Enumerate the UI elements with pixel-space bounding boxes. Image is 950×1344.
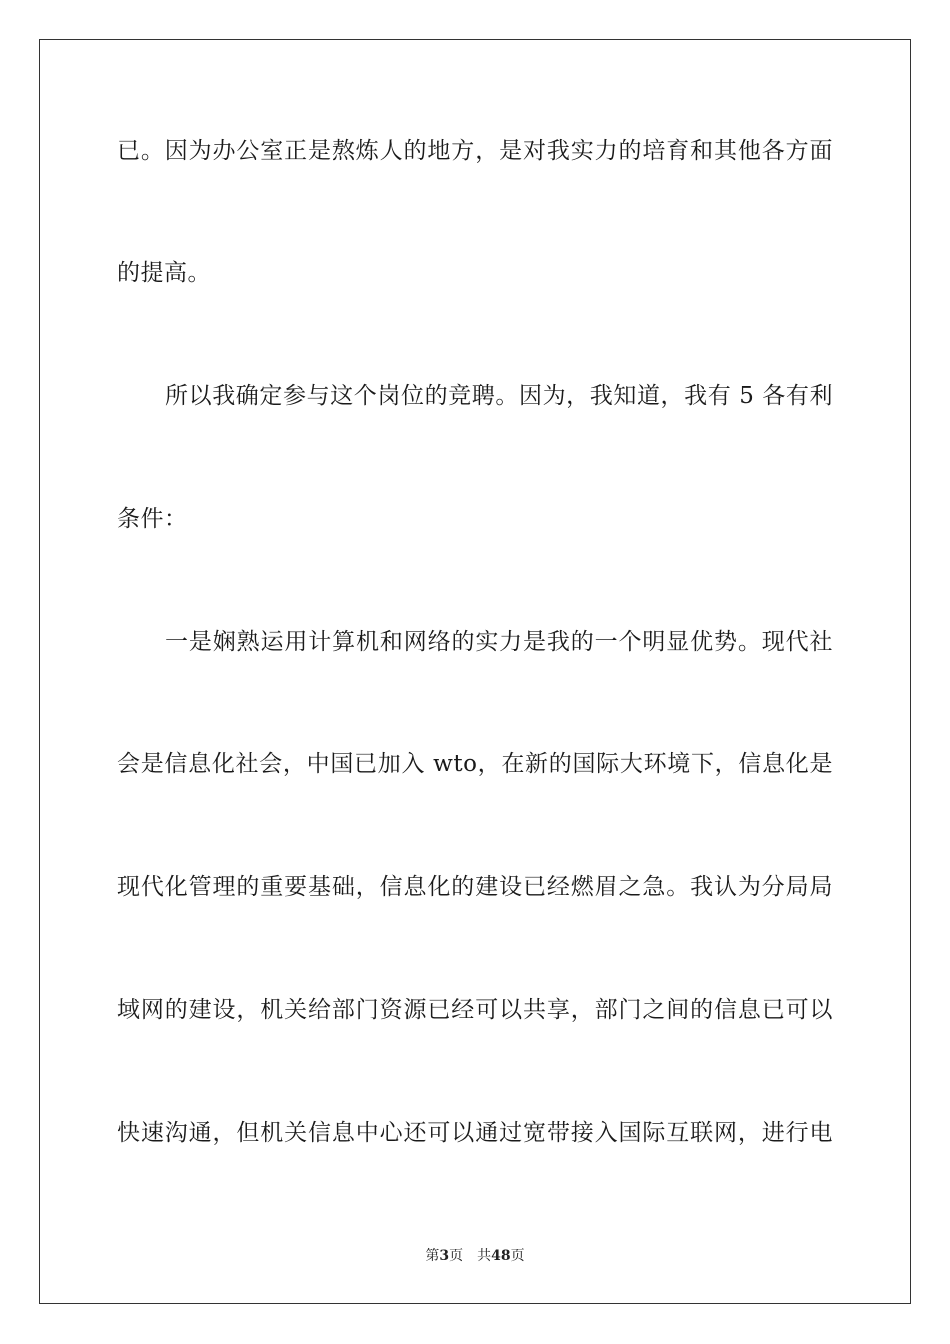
page-border (39, 39, 911, 1304)
text-line-8: 域网的建设，机关给部门资源已经可以共享，部门之间的信息已可以 (117, 997, 833, 1023)
text-line-1: 已。因为办公室正是熬炼人的地方，是对我实力的培育和其他各方面 (117, 138, 833, 164)
footer-total-prefix: 共 (477, 1248, 492, 1264)
footer-total-suffix: 页 (510, 1248, 525, 1264)
footer-page-suffix: 页 (449, 1248, 464, 1264)
footer-page-prefix: 第 (425, 1248, 440, 1264)
footer-page-current: 3 (439, 1248, 450, 1264)
text-line-3: 所以我确定参与这个岗位的竞聘。因为，我知道，我有 5 各有利 (165, 383, 833, 409)
text-line-2: 的提高。 (117, 260, 211, 286)
text-line-4: 条件： (117, 506, 188, 532)
text-line-5: 一是娴熟运用计算机和网络的实力是我的一个明显优势。现代社 (165, 629, 833, 655)
text-line-6: 会是信息化社会，中国已加入 wto，在新的国际大环境下，信息化是 (117, 751, 833, 777)
page-footer (0, 1246, 950, 1266)
text-line-9: 快速沟通，但机关信息中心还可以通过宽带接入国际互联网，进行电 (117, 1120, 833, 1146)
text-line-7: 现代化管理的重要基础，信息化的建设已经燃眉之急。我认为分局局 (117, 874, 833, 900)
footer-page-total: 48 (491, 1248, 511, 1264)
